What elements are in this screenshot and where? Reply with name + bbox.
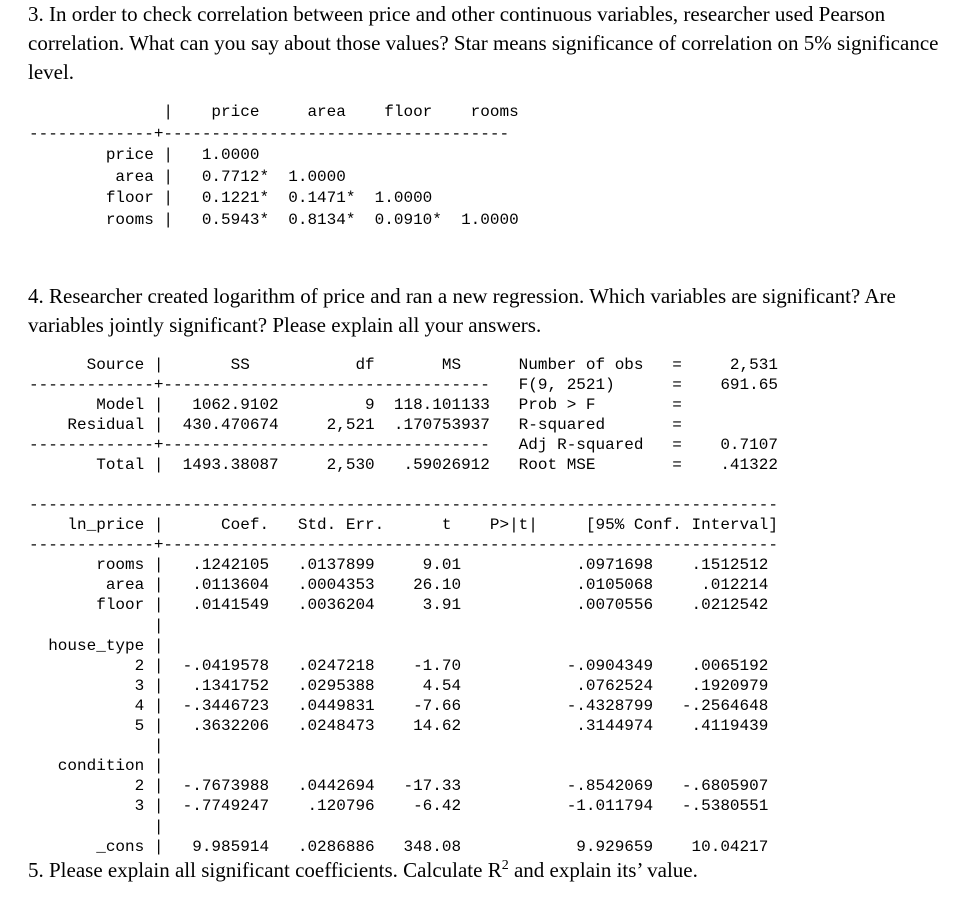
question-5-text xyxy=(28,856,958,885)
regression-anova-table: Source | SS df MS Number of obs = 2,531 -------------+---------------------------------- F(9, 2521) = 691.65 Model | 1062.9102 9 118.101133 Prob > F = Residual | 430.470674 2,521 .170753937 R-squared = -------------+---------------------------------- Adj R-squared = 0.7107 Total | 1493.38087 2,530 .59026912 Root MSE = .41322 xyxy=(29,356,778,474)
correlation-table: | price area floor rooms -------------+------------------------------------ price | 1.0000 area | 0.7712* 1.0000 floor | 0.1221* 0.1471* 1.0000 rooms | 0.5943* 0.8134* 0.0910* 1.0000 xyxy=(29,103,519,229)
question-4-text: 4. Researcher created logarithm of price and ran a new regression. Which variables are significant? Are variables jointly significant? Please explain all your answers. xyxy=(28,284,896,337)
question-5-before: 5. Please explain all significant coefficients. Calculate R xyxy=(28,858,502,882)
question-3-text: 3. In order to check correlation between price and other continuous variables, researcher used Pearson correlation. What can you say about those values? Star means significance of correlation on 5% significance level. xyxy=(28,2,939,84)
regression-coefficient-table: ------------------------------------------------------------------------------ ln_price | Coef. Std. Err. t P>|t| [95% Conf. Interval] -------------+---------------------------------------------------------------- rooms | .1242105 .0137899 9.01 .0971698 .1512512 area | .0113604 .0004353 26.10 .0105068 .012214 floor | .0141549 .0036204 3.91 .0070556 .0212542 | house_type | 2 | -.0419578 .0247218 -1.70 -.0904349 .0065192 3 | .1341752 .0295388 4.54 .0762524 .1920979 4 | -.3446723 .0449831 -7.66 -.4328799 -.2564648 5 | .3632206 .0248473 14.62 .3144974 .4119439 | condition | 2 | -.7673988 .0442694 -17.33 -.8542069 -.6805907 3 | -.7749247 .120796 -6.42 -1.011794 -.5380551 | _cons | 9.985914 .0286886 348.08 9.929659 10.04217 xyxy=(29,496,778,856)
question-5-superscript: 2 xyxy=(501,858,509,873)
question-5-after: and explain its’ value. xyxy=(508,858,698,882)
